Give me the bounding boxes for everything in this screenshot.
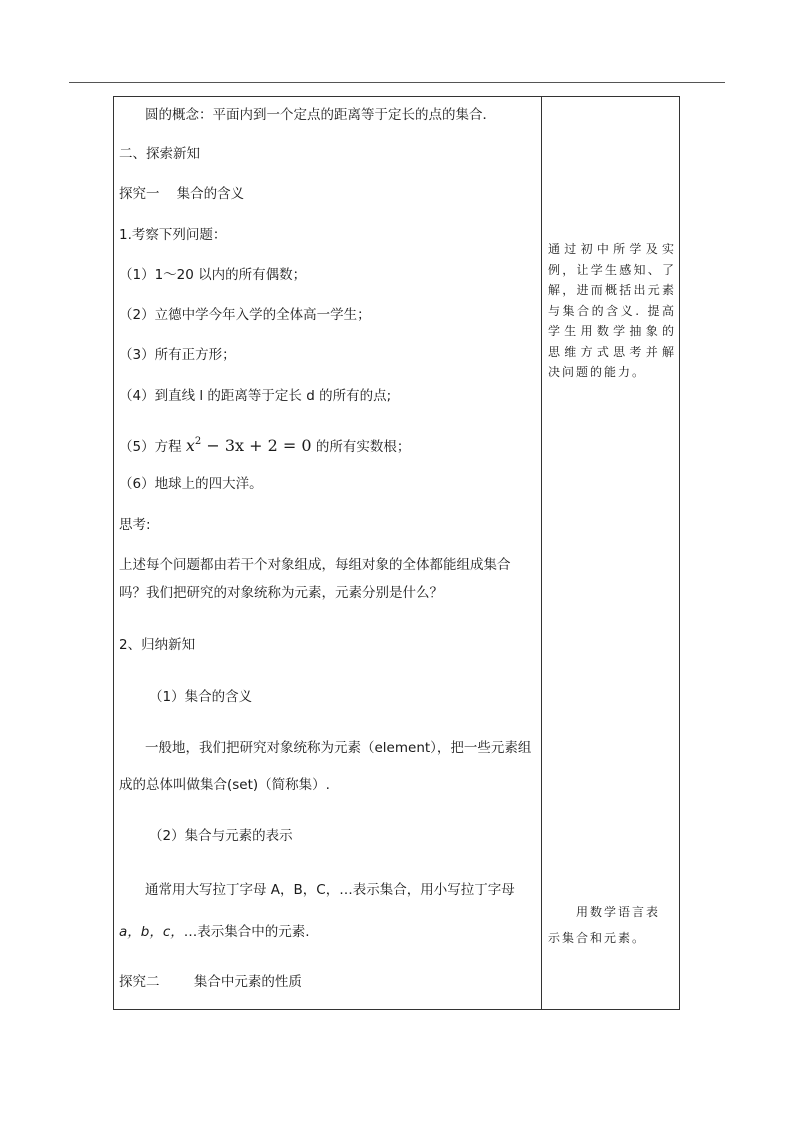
teaching-note-1: 通过初中所学及实 例，让学生感知、了 解，进而概括出元素 与集合的含义. 提高 学生用数学抽象的 思维方式思考并解 决问题的能力。 xyxy=(548,242,676,379)
question-5-suffix: 的所有实数根； xyxy=(311,439,411,455)
explore-two-title: 探究二 集合中元素的性质 xyxy=(119,974,302,990)
question-1: （1）1～20 以内的所有偶数； xyxy=(119,267,307,283)
think-line-1: 上述每个问题都由若干个对象组成，每组对象的全体都能组成集合 xyxy=(119,557,511,573)
question-5-prefix: （5）方程 xyxy=(119,439,186,455)
representation-line-2: a，b，c，…表示集合中的元素. xyxy=(119,924,310,940)
definition-line-2: 成的总体叫做集合(set)（简称集）. xyxy=(119,777,330,793)
section-heading-explore: 二、探索新知 xyxy=(119,146,200,162)
summary-heading: 2、归纳新知 xyxy=(119,637,196,653)
column-divider xyxy=(541,96,542,1010)
think-label: 思考: xyxy=(119,517,151,533)
definition-line-1: 一般地，我们把研究对象统称为元素（element），把一些元素组 xyxy=(145,740,532,756)
question-2: （2）立德中学今年入学的全体高一学生； xyxy=(119,307,371,323)
question-5 xyxy=(119,433,410,456)
question-3: （3）所有正方形； xyxy=(119,347,236,363)
teaching-note-2: 用数学语言表 示集合和元素。 xyxy=(548,905,661,945)
question-intro: 1.考察下列问题： xyxy=(119,227,227,243)
element-variables: a，b，c， xyxy=(119,924,184,940)
equation: $x^2 - 3x + 2 = 0$ xyxy=(185,436,312,455)
header-rule xyxy=(69,82,725,83)
representation-line-1: 通常用大写拉丁字母 A，B，C，…表示集合，用小写拉丁字母 xyxy=(145,882,515,898)
question-6: （6）地球上的四大洋。 xyxy=(119,476,263,492)
explore-one-title: 探究一 集合的含义 xyxy=(119,186,245,202)
circle-concept: 圆的概念：平面内到一个定点的距离等于定长的点的集合． xyxy=(145,107,496,123)
subheading-representation: （2）集合与元素的表示 xyxy=(149,828,293,844)
question-4: （4）到直线 l 的距离等于定长 d 的所有的点; xyxy=(119,388,392,404)
subheading-meaning: （1）集合的含义 xyxy=(149,689,253,705)
think-line-2: 吗？我们把研究的对象统称为元素，元素分别是什么？ xyxy=(119,585,443,601)
